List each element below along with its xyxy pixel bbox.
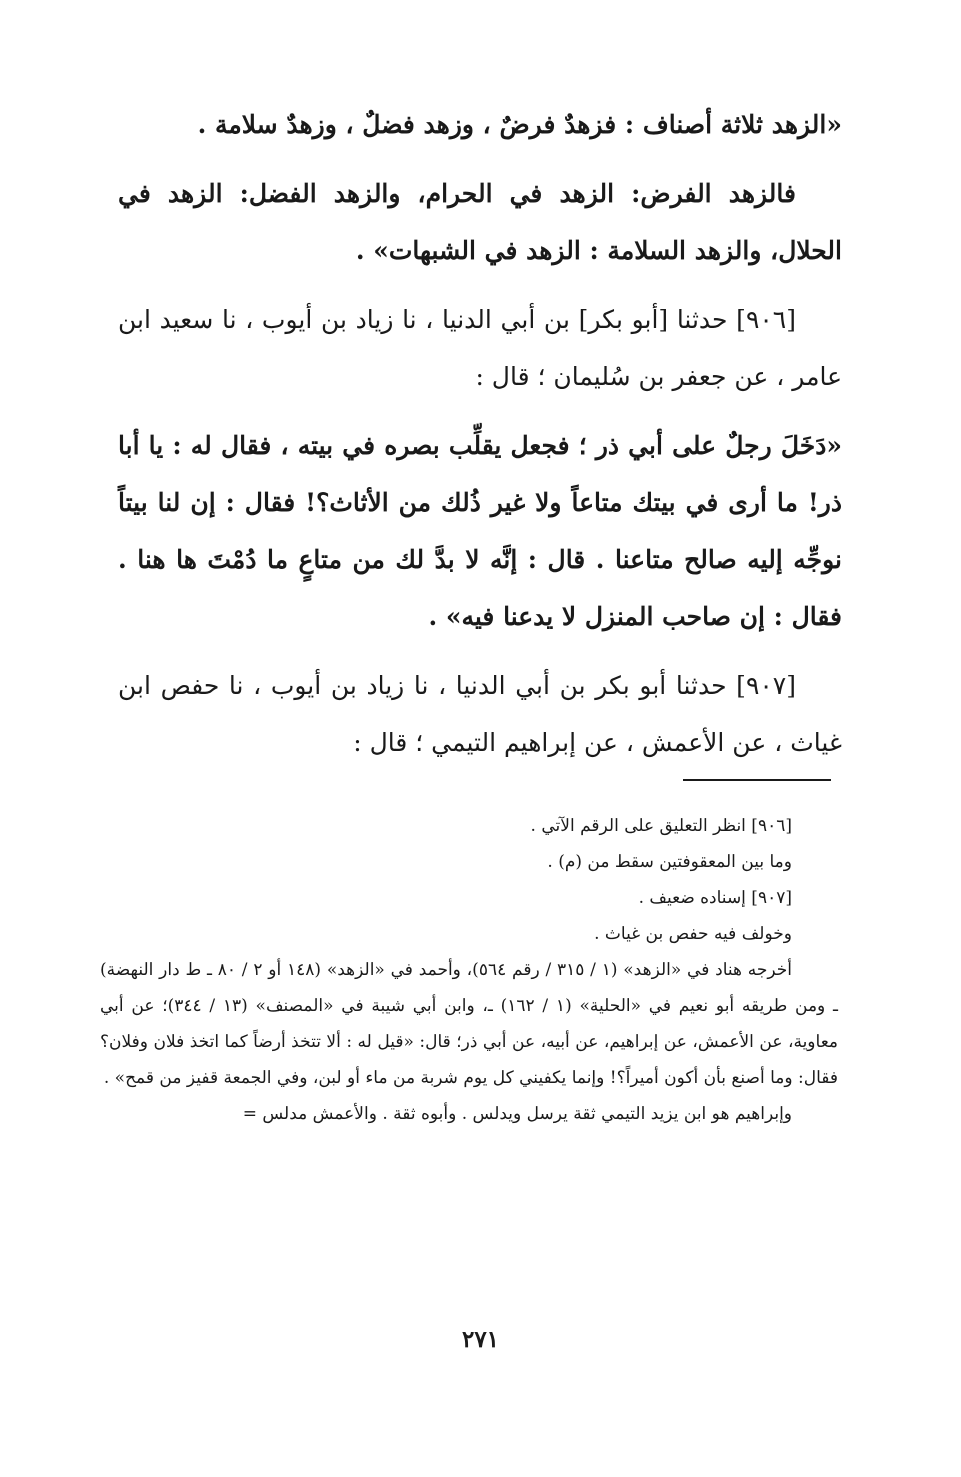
footnote-line-5: أخرجه هناد في «الزهد» (١ / ٣١٥ / رقم ٥٦٤)، وأحمد في «الزهد» (١٤٨ أو ٢ / ٨٠ ـ ط دار النهضة) ـ ومن طريقه أبو نعيم في «الحلية» (١ / ١٦٢) ـ، وابن أبي شيبة في «المصنف» (١٣ / ٣٤٤)؛ عن أبي معاوية، عن الأعمش، عن إبراهيم، عن أبيه، عن أبي ذر؛ قال: «قيل له : ألا تتخذ أرضاً كما اتخذ فلان وفلان؟ فقال: وما أصنع بأن أكون أميراً؟! وإنما يكفيني كل يوم شربة من ماء أو لبن، وفي الجمعة قفيز من قمح» . <box>100 960 838 1088</box>
footnote-line-2: وما بين المعقوفتين سقط من (م) . <box>547 852 792 872</box>
footnote-line-4: وخولف فيه حفص بن غياث . <box>594 924 792 944</box>
main-paragraph-3: [٩٠٦] حدثنا [أبو بكر] بن أبي الدنيا ، نا زياد بن أيوب ، نا سعيد ابن عامر ، عن جعفر بن سُليمان ؛ قال : <box>118 305 842 391</box>
main-paragraph-4: «دَخَلَ رجلٌ على أبي ذر ؛ فجعل يقلِّب بصره في بيته ، فقال له : يا أبا ذر! ما أرى في بيتك متاعاً ولا غير ذُلك من الأثاث؟! فقال : إن لنا بيتاً نوجِّه إليه صالح متاعنا . قال : إنَّه لا بدَّ لك من متاعٍ ما دُمْتَ ها هنا . فقال : إن صاحب المنزل لا يدعنا فيه» . <box>118 431 842 631</box>
main-paragraph-5: [٩٠٧] حدثنا أبو بكر بن أبي الدنيا ، نا زياد بن أيوب ، نا حفص ابن غياث ، عن الأعمش ، عن إبراهيم التيمي ؛ قال : <box>118 671 842 757</box>
footnote-divider <box>683 779 831 781</box>
footnotes <box>100 808 838 1132</box>
footnote-line-3: [٩٠٧] إسناده ضعيف . <box>638 888 792 908</box>
footnote-line-6: وإبراهيم هو ابن يزيد التيمي ثقة يرسل ويدلس . وأبوه ثقة . والأعمش مدلس = <box>242 1104 792 1124</box>
main-paragraph-1: «الزهد ثلاثة أصناف : فزهدٌ فرضٌ ، وزهد فضلٌ ، وزهدٌ سلامة . <box>197 110 842 139</box>
footnote-line-1: [٩٠٦] انظر التعليق على الرقم الآتي . <box>530 816 792 836</box>
main-text <box>118 96 842 783</box>
page-number: ٢٧١ <box>461 1326 500 1353</box>
main-paragraph-2: فالزهد الفرض: الزهد في الحرام، والزهد الفضل: الزهد في الحلال، والزهد السلامة : الزهد في الشبهات» . <box>118 179 842 265</box>
